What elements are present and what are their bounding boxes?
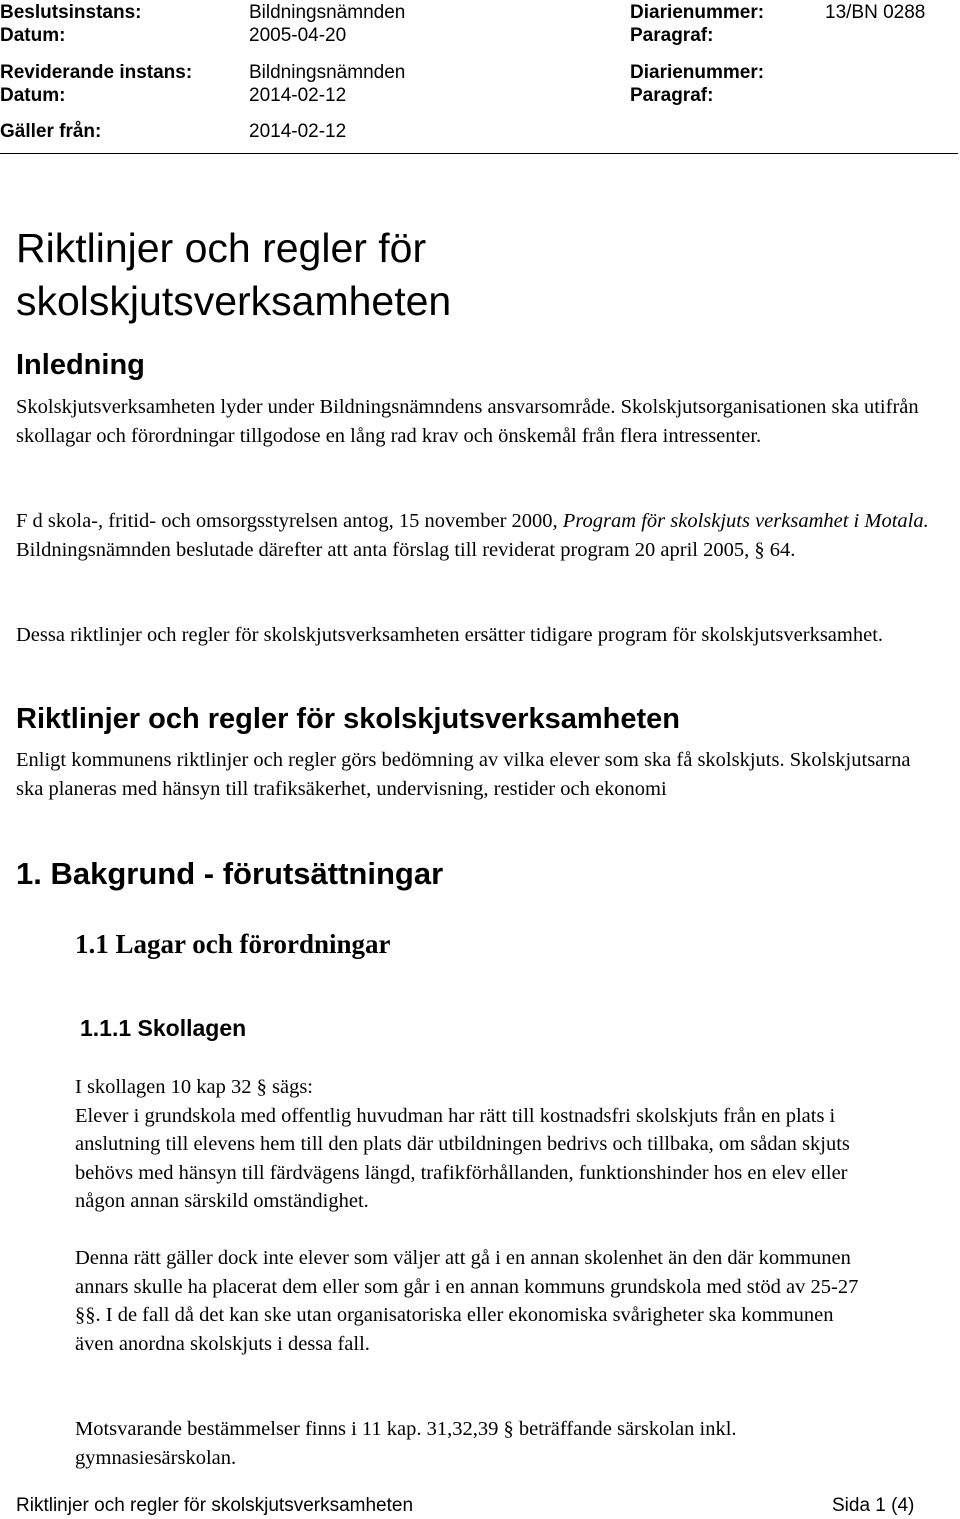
program-title: Program för skolskjuts verksamhet i Motala. [562, 510, 929, 532]
galler-fran-label: Gäller från: [0, 121, 102, 142]
header-divider [0, 153, 958, 154]
inledning-paragraph-2: F d skola-, fritid- och omsorgsstyrelsen antog, 15 november 2000, Program för skolskjuts verksamhet i Motala. Bildningsnämnden beslutade därefter att anta förslag till reviderat program 20 april 2005, § 64. [16, 510, 929, 561]
riktlinjer-heading: Riktlinjer och regler för skolskjutsverksamheten [16, 703, 681, 735]
paragraf-label: Paragraf: [630, 25, 714, 46]
skollagen-paragraph-3: Motsvarande bestämmelser finns i 11 kap. 31,32,39 § beträffande särskolan inkl. gymnasiesärskolan. [75, 1418, 737, 1469]
datum-value: 2005-04-20 [249, 25, 347, 46]
paragraf-label: Paragraf: [630, 85, 714, 106]
diarienummer-value: 13/BN 0288 [825, 2, 926, 23]
inledning-heading: Inledning [16, 349, 145, 381]
document-title [16, 222, 451, 328]
title-line-1: Riktlinjer och regler för [16, 225, 427, 271]
inledning-paragraph-3: Dessa riktlinjer och regler för skolskjutsverksamheten ersätter tidigare program för skolskjutsverksamhet. [16, 624, 884, 646]
galler-fran-value: 2014-02-12 [249, 121, 347, 142]
diarienummer-label: Diarienummer: [630, 62, 765, 83]
inledning-paragraph-1: Skolskjutsverksamheten lyder under Bildningsnämndens ansvarsområde. Skolskjutsorganisationen ska utifrån skollagar och förordningar tillgodose en lång rad krav och önskemål från flera intressenter. [16, 396, 919, 447]
section-1-1-1-heading: 1.1.1 Skollagen [80, 1015, 247, 1041]
footer-title: Riktlinjer och regler för skolskjutsverksamheten [16, 1495, 414, 1516]
title-line-2: skolskjutsverksamheten [16, 278, 452, 324]
beslutsinstans-value: Bildningsnämnden [249, 2, 406, 23]
skollagen-paragraph-1: I skollagen 10 kap 32 § sägs: Elever i grundskola med offentlig huvudman har rätt till kostnadsfri skolskjuts från en plats i anslutning till elevens hem till den plats där utbildningen bedrivs och tillbaka, om sådan skjuts behövs med hänsyn till färdvägens längd, trafikförhållanden, funktionshinder hos en elev eller någon annan särskild omständighet. [75, 1076, 850, 1213]
datum-value: 2014-02-12 [249, 85, 347, 106]
riktlinjer-paragraph: Enligt kommunens riktlinjer och regler görs bedömning av vilka elever som ska få skolskjuts. Skolskjutsarna ska planeras med hänsyn till trafiksäkerhet, undervisning, restider och ekonomi [16, 749, 911, 800]
diarienummer-label: Diarienummer: [630, 2, 765, 23]
datum-label: Datum: [0, 25, 66, 46]
reviderande-instans-label: Reviderande instans: [0, 62, 193, 83]
section-1-1-heading: 1.1 Lagar och förordningar [75, 929, 391, 959]
page-number: Sida 1 (4) [832, 1495, 915, 1516]
reviderande-instans-value: Bildningsnämnden [249, 62, 406, 83]
beslutsinstans-label: Beslutsinstans: [0, 2, 142, 23]
skollagen-paragraph-2: Denna rätt gäller dock inte elever som väljer att gå i en annan skolenhet än den där kommunen annars skulle ha placerat dem eller som går i en annan kommuns grundskola med stöd av 25-27 §§. I de fall då det kan ske utan organisatoriska eller ekonomiska svårigheter ska kommunen även anordna skolskjuts i dessa fall. [75, 1247, 859, 1355]
section-1-heading: 1. Bakgrund - förutsättningar [16, 856, 444, 891]
datum-label: Datum: [0, 85, 66, 106]
